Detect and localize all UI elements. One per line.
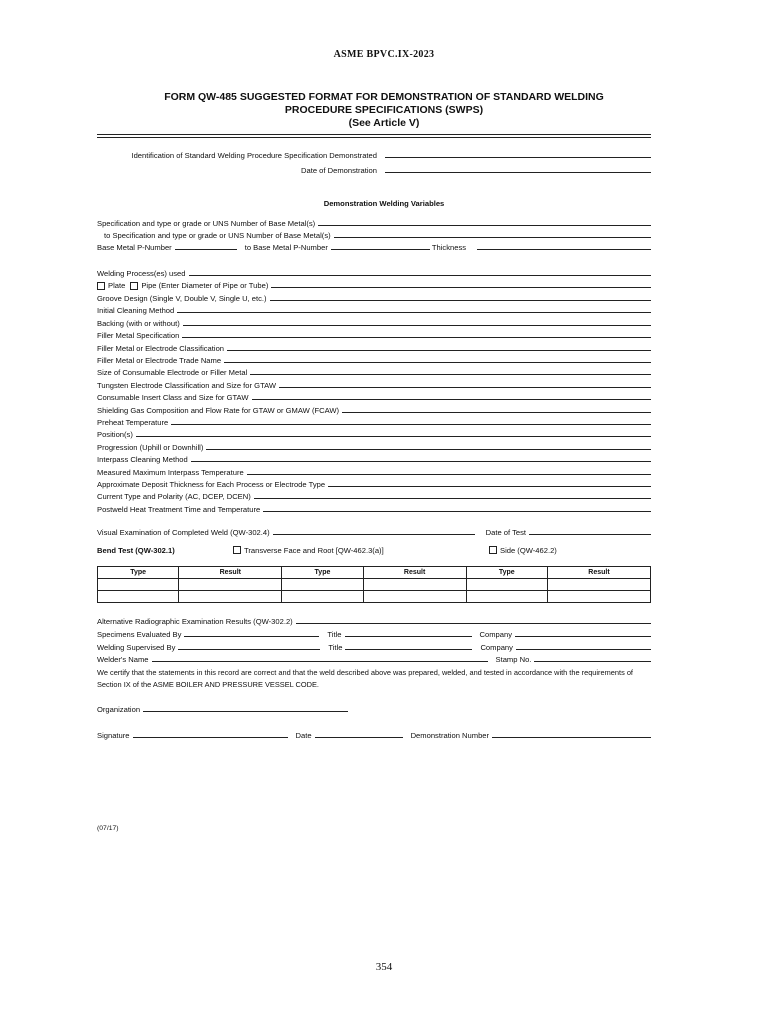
welding-variable-field[interactable] xyxy=(252,399,651,400)
column-header: Type xyxy=(98,567,179,579)
revision-date: (07/17) xyxy=(97,825,119,832)
welding-variable-row xyxy=(97,477,651,489)
welding-variable-row xyxy=(97,452,651,464)
welding-variable-row xyxy=(97,502,651,514)
column-header: Type xyxy=(282,567,363,579)
plate-pipe-row xyxy=(97,278,651,290)
demonstration-number-field[interactable] xyxy=(492,737,651,738)
table-cell[interactable] xyxy=(466,591,547,603)
visual-examination-field[interactable] xyxy=(273,534,475,535)
welding-variable-label: Interpass Cleaning Method xyxy=(97,455,188,465)
welding-variable-row xyxy=(97,378,651,390)
welding-variable-row xyxy=(97,316,651,328)
transverse-checkbox[interactable] xyxy=(233,546,241,554)
welding-variable-field[interactable] xyxy=(342,412,651,413)
transverse-label: Transverse Face and Root [QW-462.3(a)] xyxy=(244,546,384,555)
welding-variable-label: Filler Metal or Electrode Classification xyxy=(97,343,225,353)
welding-variable-row xyxy=(97,328,651,340)
form-title-line-1: FORM QW-485 SUGGESTED FORMAT FOR DEMONSTRATION OF STANDARD WELDING xyxy=(164,91,604,103)
welding-supervised-row xyxy=(97,640,651,652)
stamp-number-label: Stamp No. xyxy=(495,655,532,664)
table-cell[interactable] xyxy=(547,579,650,591)
welding-variable-label: Progression (Uphill or Downhill) xyxy=(97,442,204,452)
side-label: Side (QW-462.2) xyxy=(500,546,557,555)
welding-variable-row xyxy=(97,365,651,377)
supervisor-title-label: Title xyxy=(328,643,343,652)
plate-label: Plate xyxy=(108,281,126,290)
welding-variable-label: Preheat Temperature xyxy=(97,418,169,427)
table-cell[interactable] xyxy=(282,591,363,603)
base-metal-spec-to-label: to Specification and type or grade or UNS Number of Base Metal(s) xyxy=(104,231,331,240)
welding-variable-label: Approximate Deposit Thickness for Each Process or Electrode Type xyxy=(97,480,326,489)
title-divider-bottom xyxy=(97,137,651,138)
welding-variable-label: Measured Maximum Interpass Temperature xyxy=(97,467,244,477)
table-row xyxy=(98,579,651,591)
radiographic-field[interactable] xyxy=(296,623,651,624)
table-cell[interactable] xyxy=(98,591,179,603)
table-row xyxy=(98,591,651,603)
welding-variable-field[interactable] xyxy=(250,374,651,375)
date-of-demonstration-field[interactable] xyxy=(385,172,651,173)
pipe-label: Pipe (Enter Diameter of Pipe or Tube) xyxy=(141,281,269,290)
evaluator-company-field[interactable] xyxy=(515,636,651,637)
welding-variable-label: Filler Metal or Electrode Trade Name xyxy=(97,356,222,365)
table-cell[interactable] xyxy=(179,591,282,603)
welding-variable-field[interactable] xyxy=(270,300,651,301)
title-divider-top xyxy=(97,134,651,135)
organization-label: Organization xyxy=(97,705,141,714)
welding-variable-field[interactable] xyxy=(279,387,651,388)
transverse-option xyxy=(233,546,384,555)
visual-examination-row xyxy=(97,525,651,537)
thickness-label: Thickness xyxy=(431,243,467,252)
welding-variable-row xyxy=(97,415,651,427)
welding-variable-field[interactable] xyxy=(183,325,651,326)
welding-variable-row xyxy=(97,390,651,402)
welding-variable-row xyxy=(97,341,651,353)
organization-row xyxy=(97,702,348,714)
swps-identification-label: Identification of Standard Welding Procedure Specification Demonstrated xyxy=(131,151,377,160)
thickness-field[interactable] xyxy=(477,249,651,250)
welding-variable-field[interactable] xyxy=(171,424,651,425)
pipe-checkbox[interactable] xyxy=(130,282,138,290)
welding-variable-field[interactable] xyxy=(177,312,651,313)
specimens-evaluated-label: Specimens Evaluated By xyxy=(97,630,182,639)
specimens-evaluated-field[interactable] xyxy=(184,636,319,637)
visual-examination-label: Visual Examination of Completed Weld (QW-302.4) xyxy=(97,528,270,537)
base-metal-spec-to-row xyxy=(97,228,651,240)
swps-identification-row xyxy=(97,148,651,160)
demonstration-number-label: Demonstration Number xyxy=(410,731,490,740)
column-header: Result xyxy=(179,567,282,579)
base-metal-spec-field[interactable] xyxy=(318,225,651,226)
welding-process-field[interactable] xyxy=(189,275,652,276)
base-metal-spec-row xyxy=(97,216,651,228)
base-metal-spec-label: Specification and type or grade or UNS Number of Base Metal(s) xyxy=(97,219,316,228)
welding-variable-field[interactable] xyxy=(136,436,651,437)
welding-variable-label: Groove Design (Single V, Double V, Single U, etc.) xyxy=(97,294,267,303)
welding-variable-row xyxy=(97,427,651,439)
welding-variable-field[interactable] xyxy=(263,511,651,512)
bend-test-table xyxy=(97,566,651,603)
signature-field[interactable] xyxy=(133,737,288,738)
table-cell[interactable] xyxy=(363,591,466,603)
welding-variable-row xyxy=(97,440,651,452)
welding-variable-label: Tungsten Electrode Classification and Size for GTAW xyxy=(97,380,277,390)
variables-heading: Demonstration Welding Variables xyxy=(323,199,445,208)
signature-label: Signature xyxy=(97,731,130,740)
stamp-number-field[interactable] xyxy=(534,661,651,662)
plate-checkbox[interactable] xyxy=(97,282,105,290)
welding-process-row xyxy=(97,266,651,278)
table-cell[interactable] xyxy=(282,579,363,591)
table-cell[interactable] xyxy=(98,579,179,591)
certification-statement: We certify that the statements in this record are correct and that the weld described above was prepared, welded, and tested in accordance with the requirements of Section IX of the ASME BOILER AND PRESSURE VESSEL CODE. xyxy=(97,668,633,689)
welder-name-label: Welder's Name xyxy=(97,655,149,664)
table-cell[interactable] xyxy=(466,579,547,591)
supervisor-company-label: Company xyxy=(480,643,513,652)
welder-name-row xyxy=(97,652,651,664)
document-header: ASME BPVC.IX-2023 xyxy=(333,49,435,60)
welding-variable-label: Postweld Heat Treatment Time and Temperature xyxy=(97,504,261,514)
welding-variable-row xyxy=(97,465,651,477)
welding-variable-label: Consumable Insert Class and Size for GTAW xyxy=(97,393,249,403)
welding-variable-field[interactable] xyxy=(328,486,651,487)
supervisor-title-field[interactable] xyxy=(345,649,472,650)
base-metal-pnumber-field[interactable] xyxy=(175,249,237,250)
base-metal-spec-to-field[interactable] xyxy=(334,237,651,238)
base-metal-pnumber-label: Base Metal P-Number xyxy=(97,243,172,252)
table-cell[interactable] xyxy=(179,579,282,591)
side-option xyxy=(489,546,557,555)
welding-variable-field[interactable] xyxy=(254,498,651,499)
evaluator-company-label: Company xyxy=(479,630,512,639)
organization-field[interactable] xyxy=(143,711,348,712)
column-header: Result xyxy=(547,567,650,579)
welding-variable-label: Position(s) xyxy=(97,430,133,440)
welding-variable-field[interactable] xyxy=(191,461,651,462)
form-title-line-3: (See Article V) xyxy=(348,117,420,129)
pipe-diameter-field[interactable] xyxy=(271,287,651,288)
welding-variable-row xyxy=(97,303,651,315)
table-cell[interactable] xyxy=(547,591,650,603)
radiographic-row xyxy=(97,614,651,626)
specimens-evaluated-row xyxy=(97,627,651,639)
welding-process-label: Welding Process(es) used xyxy=(97,269,186,278)
date-of-test-label: Date of Test xyxy=(485,528,527,537)
bend-test-label: Bend Test (QW-302.1) xyxy=(97,546,175,555)
welding-supervised-label: Welding Supervised By xyxy=(97,643,176,652)
date-of-demonstration-label: Date of Demonstration xyxy=(301,166,377,175)
welding-variable-field[interactable] xyxy=(227,350,651,351)
welding-variable-label: Shielding Gas Composition and Flow Rate for GTAW or GMAW (FCAW) xyxy=(97,405,340,415)
date-of-demonstration-row xyxy=(97,163,651,175)
welding-variable-field[interactable] xyxy=(224,362,651,363)
column-header: Result xyxy=(363,567,466,579)
welding-variable-row xyxy=(97,353,651,365)
welding-variable-field[interactable] xyxy=(247,474,651,475)
welding-variable-field[interactable] xyxy=(182,337,651,338)
to-base-metal-pnumber-field[interactable] xyxy=(331,249,430,250)
swps-identification-field[interactable] xyxy=(385,157,651,158)
bend-test-header-row xyxy=(98,567,651,579)
welding-variable-row xyxy=(97,403,651,415)
signature-row xyxy=(97,728,651,740)
welding-variable-label: Size of Consumable Electrode or Filler Metal xyxy=(97,368,248,378)
supervisor-company-field[interactable] xyxy=(516,649,651,650)
page-number: 354 xyxy=(375,961,393,973)
welding-variable-label: Current Type and Polarity (AC, DCEP, DCEN) xyxy=(97,492,251,502)
evaluator-title-field[interactable] xyxy=(345,636,472,637)
welding-variable-row xyxy=(97,489,651,501)
welding-variable-label: Initial Cleaning Method xyxy=(97,306,175,316)
to-base-metal-pnumber-label: to Base Metal P-Number xyxy=(244,243,328,252)
welding-variable-row xyxy=(97,291,651,303)
radiographic-label: Alternative Radiographic Examination Results (QW-302.2) xyxy=(97,617,293,626)
table-cell[interactable] xyxy=(363,579,466,591)
welding-variable-label: Filler Metal Specification xyxy=(97,331,180,341)
date-of-test-field[interactable] xyxy=(529,534,651,535)
welding-variable-label: Backing (with or without) xyxy=(97,318,180,328)
welding-supervised-field[interactable] xyxy=(178,649,320,650)
form-title-line-2: PROCEDURE SPECIFICATIONS (SWPS) xyxy=(284,104,484,116)
base-metal-pnumber-row xyxy=(97,240,651,252)
side-checkbox[interactable] xyxy=(489,546,497,554)
evaluator-title-label: Title xyxy=(327,630,342,639)
date-label: Date xyxy=(295,731,312,740)
column-header: Type xyxy=(466,567,547,579)
date-field[interactable] xyxy=(315,737,403,738)
welding-variable-field[interactable] xyxy=(206,449,651,450)
welder-name-field[interactable] xyxy=(152,661,488,662)
